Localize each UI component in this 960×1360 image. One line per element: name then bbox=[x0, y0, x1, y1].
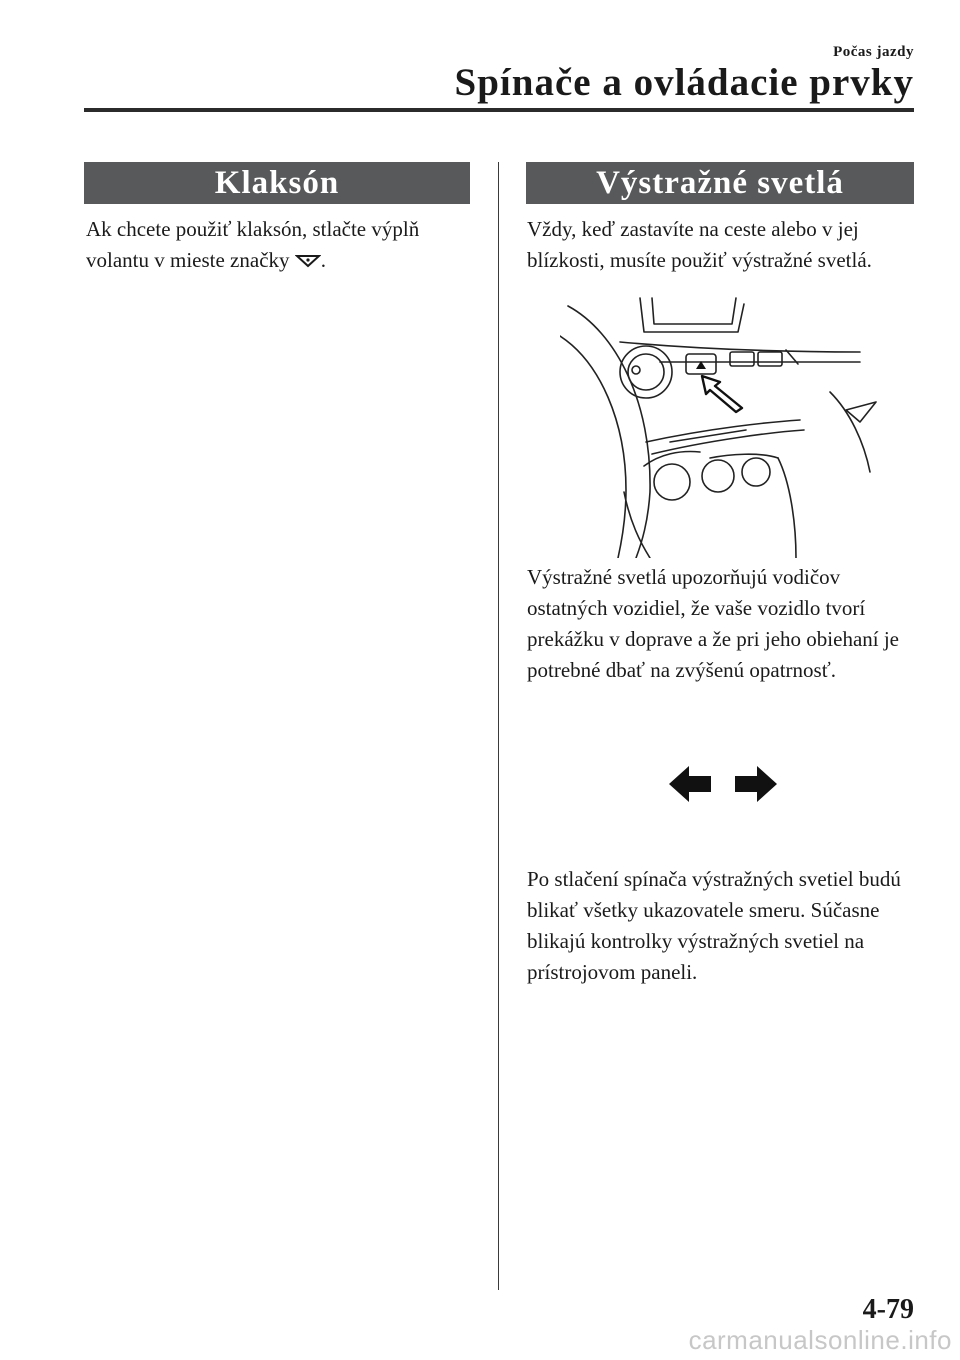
watermark: carmanualsonline.info bbox=[688, 1325, 952, 1355]
horn-instructions-end: . bbox=[320, 248, 327, 272]
running-header-section: Počas jazdy bbox=[833, 44, 914, 60]
hazard-warning-text: Výstražné svetlá upozorňujú vodičov ostatných vozidiel, že vaše vozidlo tvorí prekážku v doprave a že pri jeho obiehaní je potrebné dbať na zvýšenú opatrnosť. bbox=[527, 565, 900, 682]
column-divider bbox=[498, 162, 499, 1290]
hazard-operation-text: Po stlačení spínača výstražných svetiel budú blikať všetky ukazovatele smeru. Súčasne blikajú kontrolky výstražných svetiel na prístrojovom paneli. bbox=[527, 867, 901, 984]
horn-instructions-text: Ak chcete použiť klaksón, stlačte výplň volantu v mieste značky bbox=[86, 217, 420, 272]
page-number: 4-79 bbox=[862, 1294, 914, 1325]
hazard-intro: Vždy, keď zastavíte na ceste alebo v jej blízkosti, musíte použiť výstražné svetlá. bbox=[527, 217, 872, 272]
running-header-title: Spínače a ovládacie prvky bbox=[454, 61, 914, 104]
hazard-heading: Výstražné svetlá bbox=[526, 162, 914, 204]
hazard-switch-triangle-icon bbox=[695, 357, 707, 367]
header-rule bbox=[84, 108, 914, 112]
horn-heading: Klaksón bbox=[84, 162, 470, 204]
pointer-arrow-icon bbox=[698, 372, 748, 414]
dashboard-illustration bbox=[560, 292, 886, 558]
horn-instructions bbox=[86, 214, 482, 276]
turn-signal-arrows-icon bbox=[667, 764, 779, 804]
horn-icon bbox=[295, 246, 321, 260]
